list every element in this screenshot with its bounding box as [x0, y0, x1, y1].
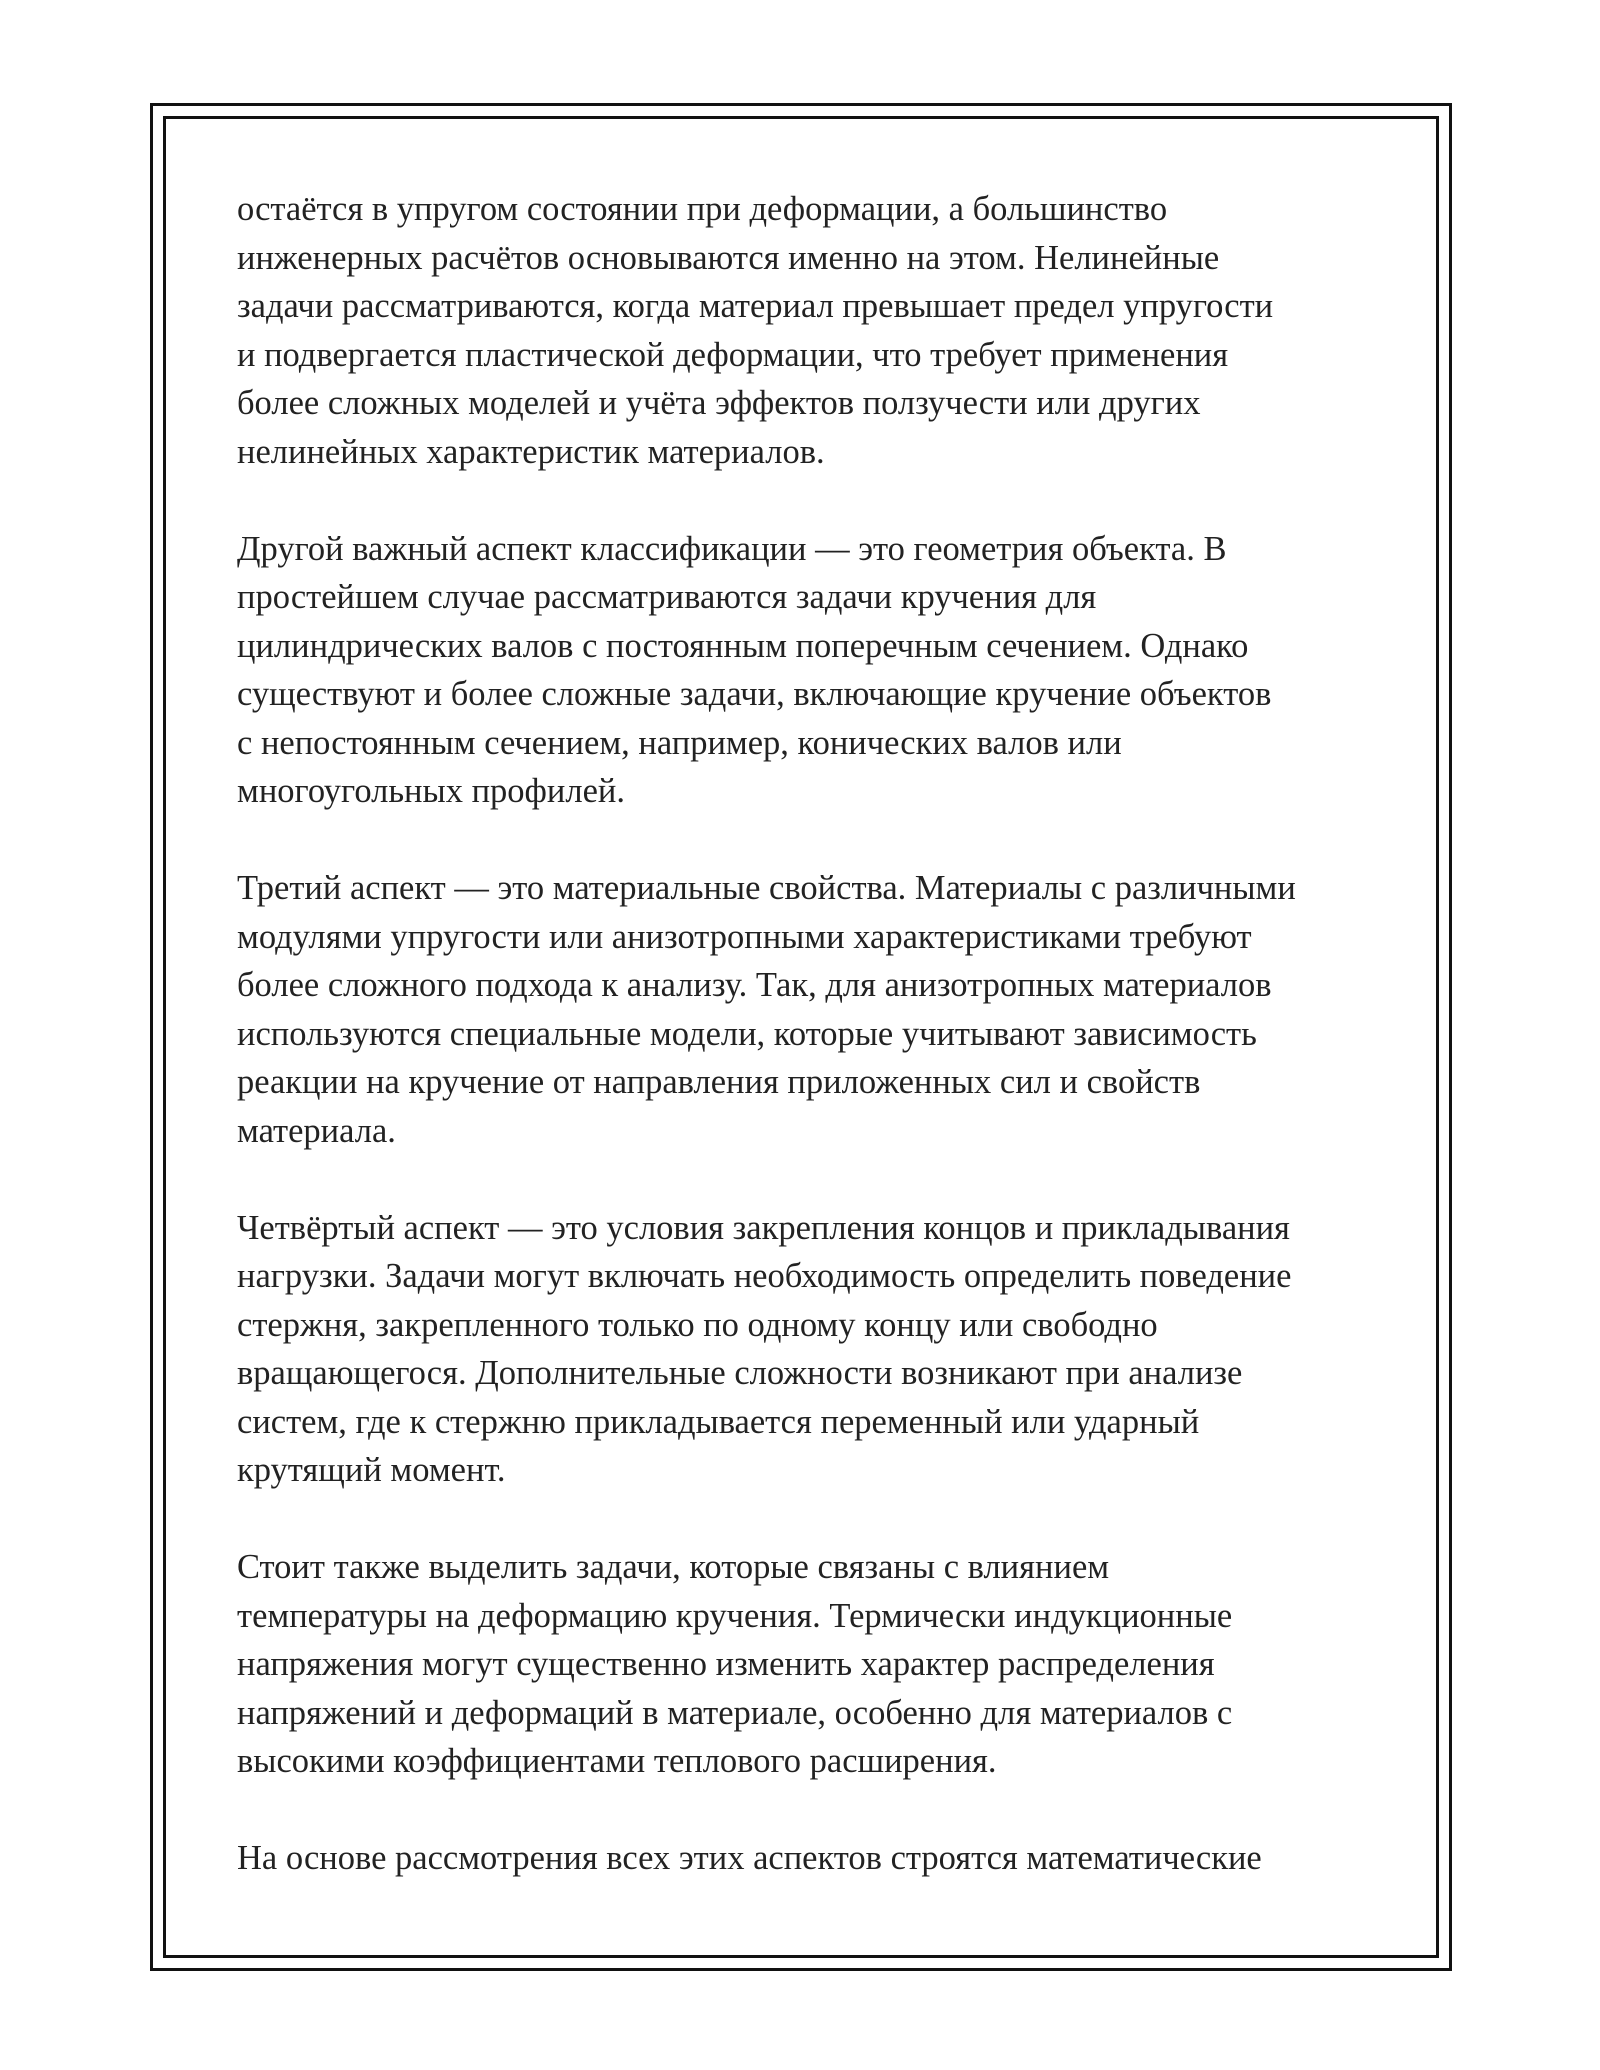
- text-line: существуют и более сложные задачи, включающие кручение объектов: [237, 675, 1272, 713]
- text-line: материала.: [237, 1111, 396, 1150]
- paragraph-4: [237, 1204, 1377, 1495]
- text-line: напряжений и деформаций в материале, особенно для материалов с: [237, 1693, 1233, 1732]
- text-line: остаётся в упругом состоянии при деформации, а большинство: [237, 190, 1168, 228]
- paragraph-2: [237, 525, 1377, 816]
- text-line: более сложных моделей и учёта эффектов ползучести или других: [237, 384, 1201, 422]
- paragraph-3: [237, 864, 1377, 1155]
- text-line: крутящий момент.: [237, 1451, 506, 1489]
- text-line: нелинейных характеристик материалов.: [237, 432, 825, 471]
- text-line: напряжения могут существенно изменить характер распределения: [237, 1645, 1215, 1683]
- text-line: систем, где к стержню прикладывается переменный или ударный: [237, 1402, 1200, 1441]
- text-line: инженерных расчётов основываются именно на этом. Нелинейные: [237, 238, 1220, 277]
- text-line: температуры на деформацию кручения. Термически индукционные: [237, 1596, 1233, 1635]
- text-line: используются специальные модели, которые учитывают зависимость: [237, 1014, 1257, 1053]
- text-line: нагрузки. Задачи могут включать необходимость определить поведение: [237, 1257, 1292, 1295]
- paragraph-5: [237, 1543, 1377, 1786]
- paragraph-1: [237, 185, 1377, 476]
- document-body: [237, 185, 1377, 1931]
- text-line: вращающегося. Дополнительные сложности возникают при анализе: [237, 1354, 1243, 1392]
- text-line: модулями упругости или анизотропными характеристиками требуют: [237, 917, 1252, 956]
- text-line: На основе рассмотрения всех этих аспектов строятся математические: [237, 1839, 1262, 1877]
- text-line: Четвёртый аспект — это условия закрепления концов и прикладывания: [237, 1208, 1290, 1247]
- text-line: более сложного подхода к анализу. Так, для анизотропных материалов: [237, 966, 1272, 1004]
- text-line: с непостоянным сечением, например, конических валов или: [237, 723, 1122, 762]
- text-line: Стоит также выделить задачи, которые связаны с влиянием: [237, 1548, 1110, 1586]
- text-line: и подвергается пластической деформации, что требует применения: [237, 335, 1229, 374]
- text-line: высокими коэффициентами теплового расширения.: [237, 1742, 997, 1780]
- text-line: многоугольных профилей.: [237, 772, 625, 810]
- text-line: цилиндрических валов с постоянным поперечным сечением. Однако: [237, 626, 1249, 665]
- text-line: Третий аспект — это материальные свойства. Материалы с различными: [237, 869, 1296, 907]
- paragraph-6: [237, 1834, 1377, 1883]
- text-line: простейшем случае рассматриваются задачи кручения для: [237, 578, 1097, 616]
- text-line: стержня, закрепленного только по одному концу или свободно: [237, 1305, 1158, 1344]
- text-line: задачи рассматриваются, когда материал превышает предел упругости: [237, 287, 1274, 325]
- text-line: Другой важный аспект классификации — это геометрия объекта. В: [237, 529, 1227, 568]
- text-line: реакции на кручение от направления приложенных сил и свойств: [237, 1063, 1201, 1101]
